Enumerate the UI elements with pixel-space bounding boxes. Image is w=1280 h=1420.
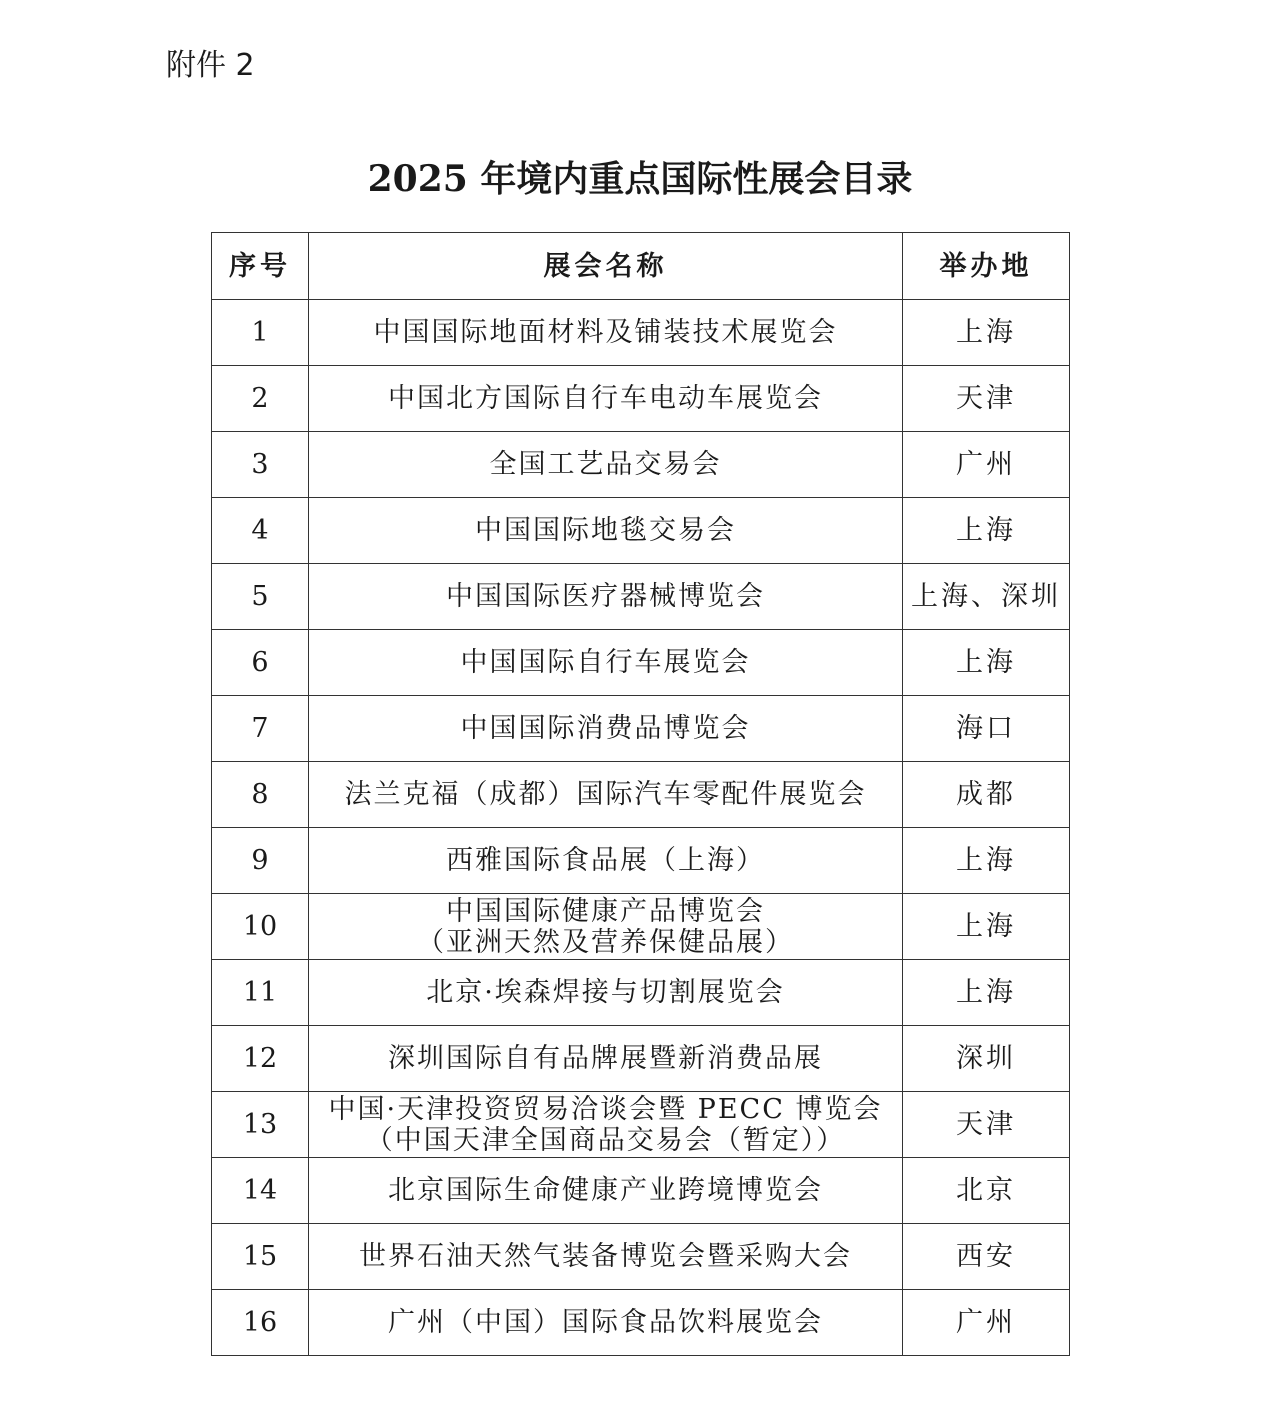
table-row [212,300,1070,366]
row-number: 14 [212,1158,309,1224]
exhibition-name [309,498,903,564]
row-number: 11 [212,960,309,1026]
document-title: 2025 年境内重点国际性展会目录 [367,158,913,200]
row-number: 5 [212,564,309,630]
header-serial-number: 序号 [212,233,309,300]
table-header-row [212,233,1070,300]
venue-city: 天津 [903,366,1070,432]
venue-city: 西安 [903,1224,1070,1290]
exhibition-name [309,1158,903,1224]
header-venue-city: 举办地 [903,233,1070,300]
exhibition-name [309,630,903,696]
row-number: 2 [212,366,309,432]
venue-city: 广州 [903,1290,1070,1356]
venue-city: 上海 [903,894,1070,960]
row-number: 8 [212,762,309,828]
table-row [212,498,1070,564]
exhibition-name [309,564,903,630]
exhibition-name [309,762,903,828]
exhibition-name-line: 中国国际健康产品博览会 [446,895,765,927]
row-number: 15 [212,1224,309,1290]
exhibition-name-subtitle: （中国天津全国商品交易会（暂定）） [365,1124,846,1156]
exhibition-name [309,1026,903,1092]
row-number: 12 [212,1026,309,1092]
table-row [212,696,1070,762]
row-number: 3 [212,432,309,498]
exhibition-name-line: 中国北方国际自行车电动车展览会 [388,383,823,414]
table-row [212,1158,1070,1224]
venue-city: 广州 [903,432,1070,498]
table-row [212,1224,1070,1290]
exhibition-table [211,232,1070,1356]
exhibition-name-subtitle: （亚洲天然及营养保健品展） [417,926,794,958]
exhibition-name-line: 北京·埃森焊接与切割展览会 [426,977,785,1008]
row-number: 13 [212,1092,309,1158]
exhibition-name [309,828,903,894]
venue-city: 上海 [903,498,1070,564]
exhibition-name [309,960,903,1026]
attachment-label: 附件 2 [166,48,255,83]
row-number: 10 [212,894,309,960]
row-number: 7 [212,696,309,762]
exhibition-name-line: 中国国际消费品博览会 [460,713,751,744]
venue-city: 深圳 [903,1026,1070,1092]
exhibition-name-line: 中国·天津投资贸易洽谈会暨 PECC 博览会 [328,1093,883,1125]
exhibition-name [309,696,903,762]
exhibition-name [309,432,903,498]
venue-city: 海口 [903,696,1070,762]
table-row [212,366,1070,432]
table-row [212,630,1070,696]
venue-city: 上海、深圳 [903,564,1070,630]
table-row [212,828,1070,894]
exhibition-name-line: 中国国际地面材料及铺装技术展览会 [373,317,838,348]
row-number: 9 [212,828,309,894]
venue-city: 上海 [903,960,1070,1026]
table-row [212,1290,1070,1356]
exhibition-name-line: 广州（中国）国际食品饮料展览会 [388,1307,823,1338]
exhibition-name-line: 西雅国际食品展（上海） [446,845,765,876]
venue-city: 北京 [903,1158,1070,1224]
venue-city: 上海 [903,300,1070,366]
table-row [212,1092,1070,1158]
header-exhibition-name: 展会名称 [309,233,903,300]
exhibition-name-line: 法兰克福（成都）国际汽车零配件展览会 [344,779,867,810]
table-row [212,432,1070,498]
venue-city: 上海 [903,828,1070,894]
exhibition-name [309,366,903,432]
exhibition-name [309,300,903,366]
exhibition-name-line: 全国工艺品交易会 [489,449,722,480]
venue-city: 天津 [903,1092,1070,1158]
table-row [212,564,1070,630]
exhibition-name [309,1092,903,1158]
venue-city: 上海 [903,630,1070,696]
exhibition-name-line: 北京国际生命健康产业跨境博览会 [388,1175,823,1206]
exhibition-name [309,894,903,960]
venue-city: 成都 [903,762,1070,828]
table-body [212,300,1070,1356]
row-number: 1 [212,300,309,366]
exhibition-name-line: 世界石油天然气装备博览会暨采购大会 [359,1241,852,1272]
exhibition-name-line: 中国国际医疗器械博览会 [446,581,765,612]
table-row [212,1026,1070,1092]
row-number: 4 [212,498,309,564]
exhibition-name-line: 深圳国际自有品牌展暨新消费品展 [388,1043,823,1074]
exhibition-name-line: 中国国际地毯交易会 [475,515,736,546]
table-row [212,894,1070,960]
row-number: 6 [212,630,309,696]
table-row [212,762,1070,828]
exhibition-name [309,1224,903,1290]
exhibition-name-line: 中国国际自行车展览会 [460,647,751,678]
row-number: 16 [212,1290,309,1356]
exhibition-name [309,1290,903,1356]
table-row [212,960,1070,1026]
